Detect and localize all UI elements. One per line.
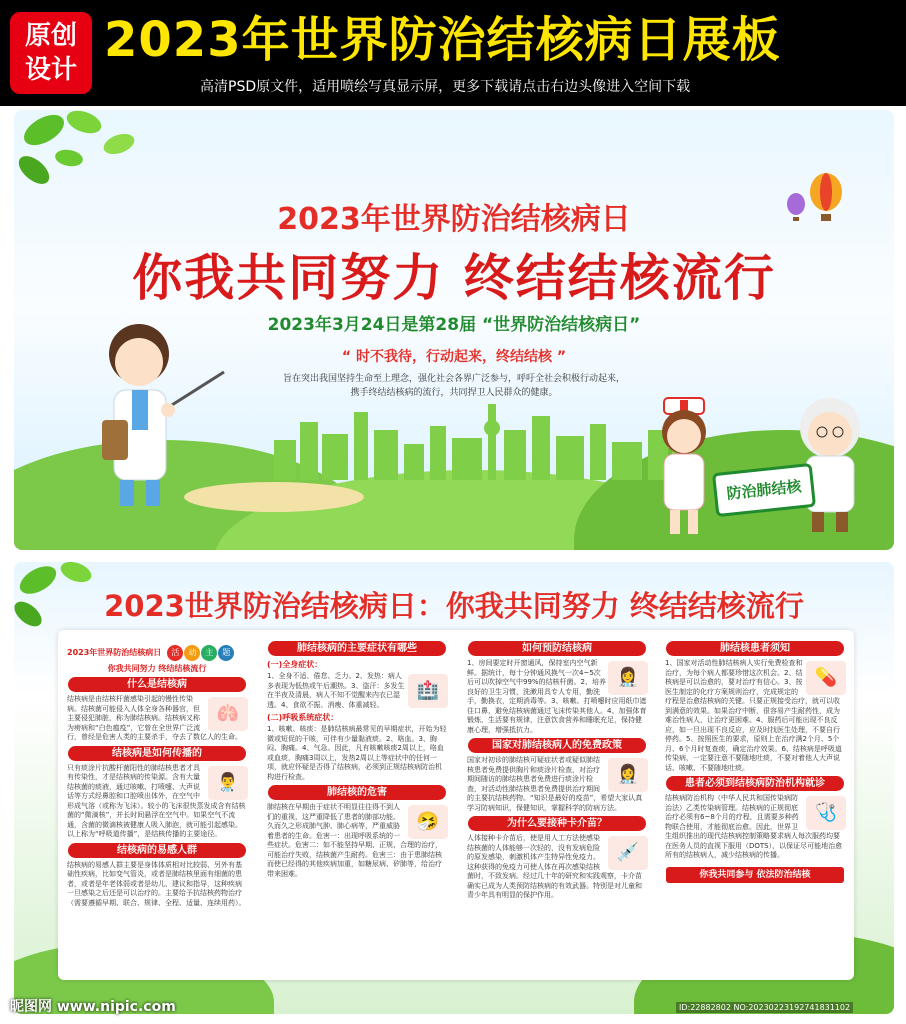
- nurse-cartoon-icon: [646, 396, 726, 536]
- section-text: 肺结核在早期由于症状不明显往往得不到人们的重视，这严重降低了患者的肺部功能。久而久之形成肺气肿、肺心病等，严重威胁着患者的生命。危害一：出现呼吸系统的一些症状。危害二：如不能坚持早期、正规、合理的治疗，可能治疗失败，结核菌产生耐药。危害三：由于患肺结核而使已经得的其他疾病加重，如糖尿病、矽肺等，给治疗带来困难。: [267, 803, 442, 878]
- banner1-title-big: 你我共同努力 终结结核流行: [132, 249, 776, 307]
- section-text: 1、房间要定时开窗通风，保持室内空气新鲜。据统计，每十分钟通风换气一次4~5次后可以吹掉空气中99%的结核杆菌。2、培养良好的卫生习惯，洗漱用具专人专用，勤洗手，勤换衣，定期消毒等。3、咳嗽、打喷嚏时应用纸巾遮住口鼻，避免结核病菌通过飞沫传染其他人。4、加强体育锻炼，生活要有规律，注意饮食营养和睡眠充足，保持健康心理，增强抵抗力。: [467, 659, 647, 734]
- image-id-label: ID:22882802 NO:20230223192741831102: [676, 1002, 853, 1013]
- header-bar: [0, 0, 906, 106]
- doctor-cartoon-icon: [84, 310, 234, 510]
- badge-line-2: 设计: [24, 55, 77, 85]
- bottom-slogan: 你我共同参与 依法防治结核: [666, 867, 844, 883]
- desc-line-1: 旨在突出我国坚持生命至上理念，强化社会各界广泛参与，呼吁全社会积极行动起来，: [282, 374, 625, 384]
- section-text: 结核病防治机构（中华人民共和国传染病防治法）乙类传染病管理。结核病的正规彻底治疗必须有6~8个月的疗程，且需要多种药物联合使用，才能彻底治愈。因此，世界卫生组织推出的现代结核病控制策略要求病人每次服药均要在医务人员的直视下服用（DOTS），以保证尽可能地治愈所有的结核病人，减少结核病的传播。: [665, 794, 843, 859]
- theme-tag-1: 活: [167, 645, 183, 661]
- theme-mini-title: 2023年世界防治结核病日: [67, 648, 162, 657]
- tb-prevention-sign: 防治肺结核: [712, 463, 816, 517]
- content-panel: [58, 630, 854, 980]
- theme-tag-4: 题: [218, 645, 234, 661]
- banner1-date-line: 2023年3月24日是第28届 “世界防治结核病日”: [267, 315, 641, 335]
- section-free-policy: 国家对肺结核病人的免费政策: [468, 738, 646, 753]
- original-design-badge: [10, 12, 92, 94]
- hot-air-balloon-icon: [784, 172, 844, 232]
- column-4: [662, 638, 848, 972]
- watermark: 昵图网 www.nipic.com: [10, 999, 176, 1015]
- symptom-sub-1: (一)全身症状：: [267, 660, 323, 669]
- banner-bottom: [14, 562, 894, 1014]
- symptom-sub-2: (二)呼吸系统症状：: [267, 713, 339, 722]
- section-text: 1、咳嗽、咳痰：是肺结核病最常见的早期症状，开始为轻微或短促的干咳，可伴有少量黏液痰。2、咯血。3、胸闷、胸痛。4、气急。因此，凡有咳嗽咳痰2周以上，咯血或血痰，胸痛3周以上，发热2周以上等症状中的任何一项，就应怀疑是否得了结核病，必须到正规结核病防治机构进行检查。: [267, 725, 447, 781]
- column-2: [264, 638, 450, 972]
- theme-tag-2: 动: [184, 645, 200, 661]
- theme-tag-3: 主: [201, 645, 217, 661]
- banner1-quote: “ 时不我待，行动起来，终结结核 ”: [341, 349, 567, 365]
- doctor-icon: 👨‍⚕️: [208, 766, 248, 800]
- badge-line-1: 原创: [24, 21, 77, 51]
- desc-line-2: 携手终结结核病的流行，共同捍卫人民群众的健康。: [350, 388, 558, 398]
- section-harm: 肺结核的危害: [268, 785, 446, 800]
- section-text: 结核病是由结核杆菌感染引起的慢性传染病。结核菌可能侵入人体全身各种器官，但主要侵犯肺脏，称为肺结核病。结核病又称为痨病和“白色瘟疫”，它曾在全世界广泛流行，曾经是危害人类的主要杀手，夺去了数亿人的生命。: [67, 695, 242, 741]
- lung-chart-icon: 🫁: [208, 697, 248, 731]
- section-text: 1、全身不适、倦怠、乏力。2、发热：病人多表现为低热或午后潮热。3、盗汗：多发生在半夜及清晨，病人不知不觉醒来内衣已湿透。4、食欲不振、消瘦、体重减轻。: [267, 672, 405, 709]
- vaccine-icon: 💉: [608, 836, 648, 870]
- section-prevention: 如何预防结核病: [468, 641, 646, 656]
- section-transmission: 结核病是如何传播的: [68, 746, 246, 761]
- hospital-sign-icon: 🏥: [408, 674, 448, 708]
- nurse-icon: 👩‍⚕️: [608, 758, 648, 792]
- section-patient-notice: 肺结核患者须知: [666, 641, 844, 656]
- section-bcg-vaccine: 为什么要接种卡介苗？: [468, 816, 646, 831]
- column-1: [64, 638, 250, 972]
- theme-row: [67, 640, 247, 661]
- section-symptoms: 肺结核病的主要症状有哪些: [268, 641, 446, 656]
- banner1-title-small: 2023年世界防治结核病日: [277, 202, 631, 237]
- section-text: 只有痰涂片抗酸杆菌阳性的肺结核患者才具有传染性，才是结核病的传染源。含有大量结核菌的痰液，通过咳嗽、打喷嚏、大声说话等方式经鼻腔和口腔喷出体外，在空气中形成气溶（或称为飞沫）。较小的飞沫很快蒸发成含有结核菌的“微滴核”，并长时间悬浮在空气中。如果空气不流通，含菌的微滴核被健康人吸入肺泡，就可能引起感染。以上称为“呼吸道传播”，是结核传播的主要途径。: [67, 763, 246, 838]
- column-3: [464, 638, 650, 972]
- section-text: 人体接种卡介苗后，使是用人工方法使感染结核菌的人体能够一次轻的，没有发病危险的原发感染，刺激机体产生特异性免疫力。这种获得的免疫力可使人体在再次感染结核菌时，不致发病。经过几十年的研究和实践观察，卡介苗确实已成为人类预防结核病的有效武器。特别是对儿童和青少年具有明显的保护作用。: [467, 834, 642, 899]
- city-skyline-icon: [274, 400, 694, 480]
- medicine-icon: 💊: [806, 661, 846, 695]
- page-subtitle: 高清PSD原文件，适用喷绘写真显示屏，更多下载请点击右边头像进入空间下载: [200, 79, 691, 95]
- theme-slogan: 你我共同努力 终结结核流行: [107, 664, 207, 673]
- leaves-decoration-icon: [14, 110, 154, 230]
- section-susceptible: 结核病的易感人群: [68, 843, 246, 858]
- section-treatment-institution: 患者必须到结核病防治机构就诊: [666, 776, 844, 791]
- banner-top: [14, 110, 894, 550]
- section-text: 国家对初诊的肺结核可疑症状者或疑似肺结核患者免费提供胸片和痰涂片检查，对治疗期间随访的肺结核患者免费进行痰涂片检查，对活动性肺结核患者免费提供治疗期间的主要抗结核药物。“知识是最好的疫苗”，希望大家认真学习防病知识，保健知识，掌握科学的防病方法。: [467, 756, 643, 812]
- banner2-title: 2023世界防治结核病日：你我共同努力 终结结核流行: [104, 589, 804, 623]
- page-title: 2023年世界防治结核病日展板: [104, 12, 781, 68]
- section-text: 1、国家对活动性肺结核病人实行免费检查和治疗，为每个病人都要珍惜这次机会。2、结核病是可以治愈的，要对治疗有信心。3、按医生制定的化疗方案规则治疗，完成规定的疗程是治愈结核病的关键。只要正规接受治疗，就可以收到满意的效果。如果治疗中断，很容易产生耐药性，成为难治性病人，让治疗更困难。4、服药后可能出现不良反应，如一旦出现不良反应，应及时找医生处理，不要自行停药。5、按照医生的要求，原则上在治疗满2个月、5个月、6个月时复查痰，确定治疗效果。6、结核病是呼吸道传染病，一定要注意不要随地吐痰，不要对着他人大声说话、咳嗽、不要随地吐痰。: [665, 659, 842, 772]
- coughing-person-icon: 🤧: [408, 805, 448, 839]
- doctor-icon: 👩‍⚕️: [608, 661, 648, 695]
- section-text: 结核病的易感人群主要是身体体质相对比较弱、另外有基础性疾病，比如变气管炎，或者是肺结核里面有细菌的患者，或者是年老体弱或者是幼儿、建议和指导，这种疾病一旦感染之后还是可以治疗的。主要给予抗结核药物治疗（需要遵循早期、联合、规律、全程、适量、连续用药）。: [67, 860, 246, 907]
- banner1-description: [264, 372, 644, 400]
- consultation-icon: 🩺: [806, 796, 846, 830]
- section-what-is-tb: 什么是结核病: [68, 677, 246, 692]
